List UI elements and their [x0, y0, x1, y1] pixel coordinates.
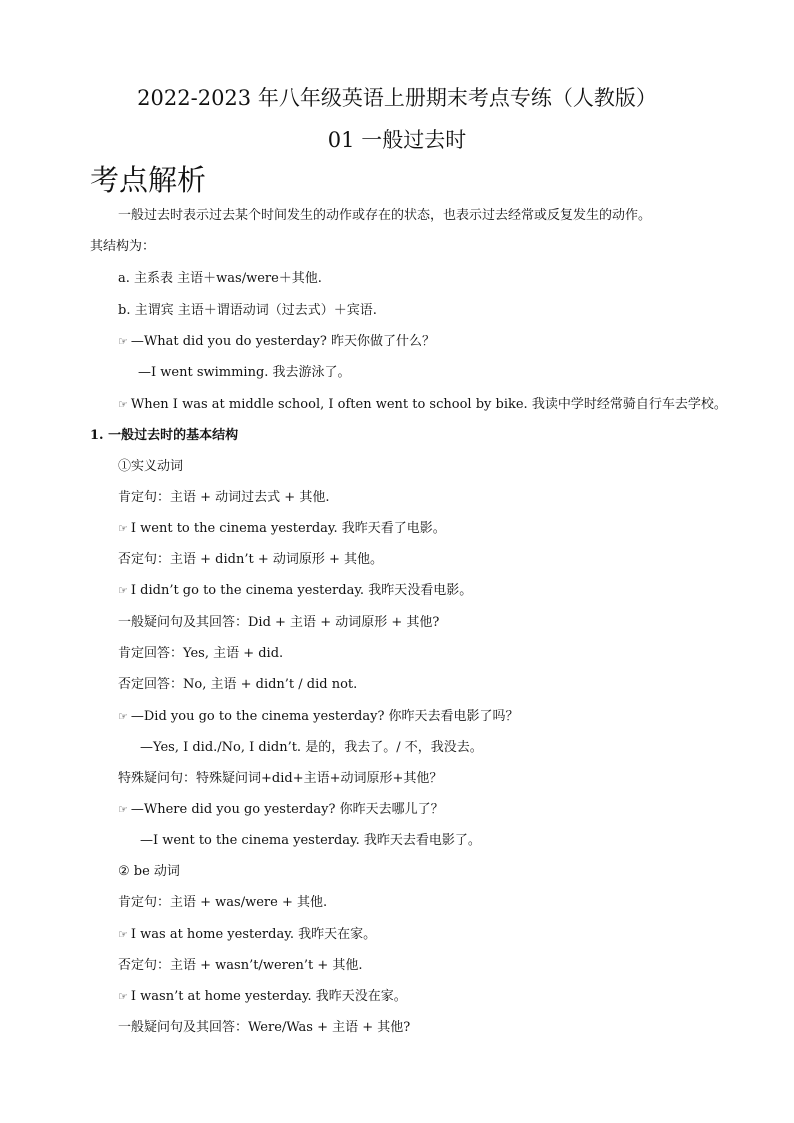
example-1-question [118, 333, 435, 351]
question-1-example-a: —Yes, I did./No, I didn’t. 是的，我去了。/ 不，我没去。 [140, 740, 483, 755]
pointing-hand-icon: ☞ [118, 335, 128, 348]
negative-2: 否定句：主语 + wasn’t/weren’t + 其他. [118, 958, 363, 973]
special-example-q [118, 801, 444, 819]
special-example-q-text: —Where did you go yesterday? 你昨天去哪儿了？ [130, 802, 444, 817]
affirmative-1-example [118, 520, 446, 538]
question-2: 一般疑问句及其回答：Were/Was + 主语 + 其他? [118, 1020, 411, 1035]
intro-line-2: 其结构为： [90, 239, 156, 254]
question-1: 一般疑问句及其回答：Did + 主语 + 动词原形 + 其他? [118, 615, 440, 630]
section-heading: 考点解析 [90, 163, 207, 197]
structure-b: b. 主谓宾 主语＋谓语动词（过去式）＋宾语. [118, 303, 377, 318]
affirmative-2-example-text: I was at home yesterday. 我昨天在家。 [130, 927, 377, 942]
subheading-1: ①实义动词 [118, 459, 184, 474]
pointing-hand-icon: ☞ [118, 522, 128, 535]
negative-1-example-text: I didn’t go to the cinema yesterday. 我昨天没看电影。 [130, 583, 473, 598]
affirmative-2: 肯定句：主语 + was/were + 其他. [118, 895, 328, 910]
heading-1: 1. 一般过去时的基本结构 [90, 428, 239, 443]
subheading-2: ② be 动词 [118, 864, 180, 879]
negative-1-example [118, 582, 472, 600]
structure-a: a. 主系表 主语＋was/were＋其他. [118, 271, 322, 286]
affirmative-2-example [118, 926, 376, 944]
example-2 [118, 396, 727, 414]
pointing-hand-icon: ☞ [118, 710, 128, 723]
pointing-hand-icon: ☞ [118, 928, 128, 941]
pointing-hand-icon: ☞ [118, 398, 128, 411]
special-example-a: —I went to the cinema yesterday. 我昨天去看电影了。 [140, 833, 481, 848]
intro-line-1: 一般过去时表示过去某个时间发生的动作或存在的状态，也表示过去经常或反复发生的动作。 [118, 208, 652, 223]
example-1-question-text: —What did you do yesterday? 昨天你做了什么？ [130, 334, 435, 349]
document-subtitle: 01 一般过去时 [327, 128, 467, 152]
pointing-hand-icon: ☞ [118, 584, 128, 597]
affirmative-1-example-text: I went to the cinema yesterday. 我昨天看了电影。 [130, 521, 446, 536]
pointing-hand-icon: ☞ [118, 803, 128, 816]
affirmative-1: 肯定句：主语 + 动词过去式 + 其他. [118, 490, 330, 505]
special-question: 特殊疑问句：特殊疑问词+did+主语+动词原形+其他？ [118, 771, 443, 786]
pointing-hand-icon: ☞ [118, 990, 128, 1003]
example-1-answer: —I went swimming. 我去游泳了。 [138, 365, 351, 380]
question-1-example-q [118, 708, 519, 726]
negative-1: 否定句：主语 + didn’t + 动词原形 + 其他。 [118, 552, 384, 567]
negative-2-example-text: I wasn’t at home yesterday. 我昨天没在家。 [130, 989, 407, 1004]
negative-2-example [118, 988, 407, 1006]
document-title: 2022-2023 年八年级英语上册期末考点专练（人教版） [137, 86, 657, 110]
question-1-no: 否定回答：No, 主语 + didn’t / did not. [118, 677, 358, 692]
question-1-example-q-text: —Did you go to the cinema yesterday? 你昨天去看电影了吗？ [130, 709, 519, 724]
example-2-text: When I was at middle school, I often went to school by bike. 我读中学时经常骑自行车去学校。 [130, 397, 727, 412]
question-1-yes: 肯定回答：Yes, 主语 + did. [118, 646, 284, 661]
